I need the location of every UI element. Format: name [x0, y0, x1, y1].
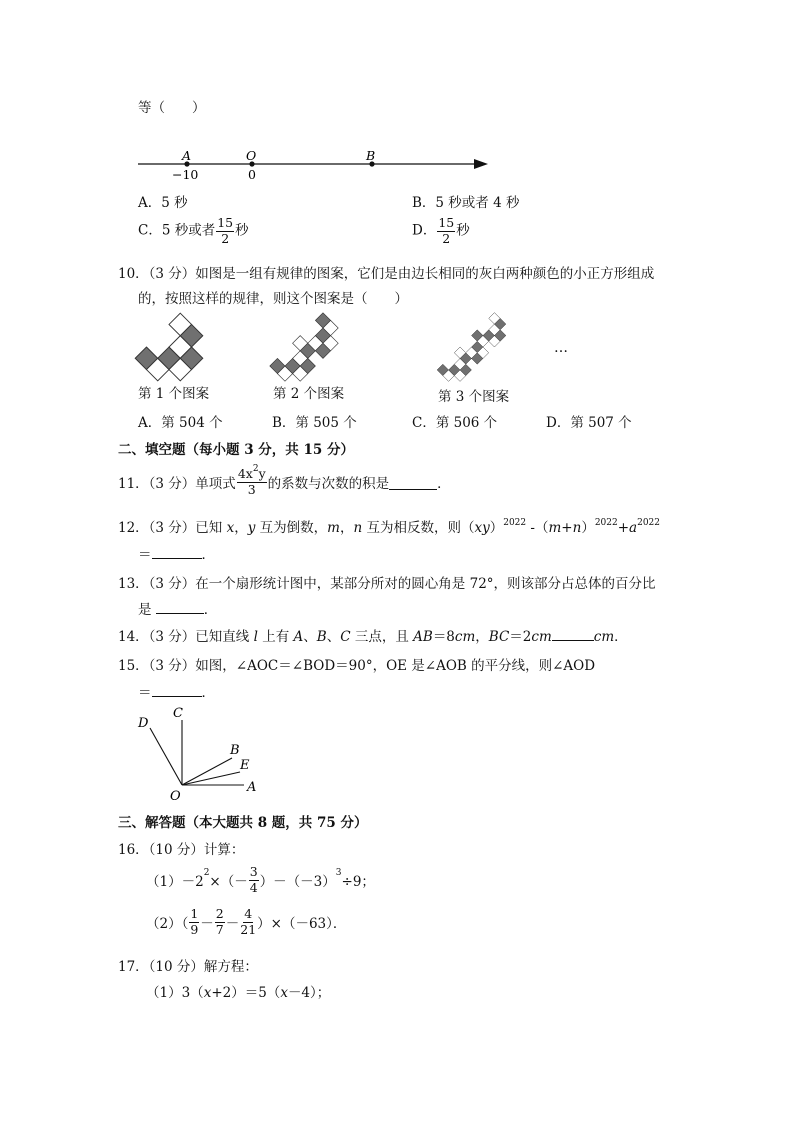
fraction: [215, 908, 225, 936]
fraction: [249, 866, 259, 894]
point-a-label: A: [182, 148, 192, 163]
sep: ，: [475, 629, 489, 645]
fraction: [189, 908, 199, 936]
q16-p2-end: ）×（－63）．: [257, 916, 347, 932]
pattern-caption-2: 第 2 个图案: [273, 386, 345, 402]
fraction-num: 15: [217, 215, 234, 230]
label-a: A: [247, 780, 257, 795]
point-a: A: [293, 629, 304, 645]
pattern-figure-2: [249, 312, 359, 382]
q14-end: ．: [614, 629, 628, 645]
q9-option-a: A．5 秒: [138, 195, 188, 211]
minus: －: [200, 916, 214, 932]
q16-p2-pre: （2）（: [146, 916, 189, 932]
q9-option-c-unit: 秒: [235, 222, 249, 239]
q16-p1-mid: ×（－: [209, 874, 248, 890]
monomial-fraction: [237, 464, 267, 497]
answer-blank[interactable]: [156, 599, 204, 614]
var-x: x: [226, 520, 235, 536]
exponent: 2022: [594, 518, 618, 528]
var-x: x: [203, 985, 212, 1001]
q9-option-d-unit: 秒: [456, 222, 470, 239]
point-b-label: B: [366, 148, 376, 163]
q10-option-c: C．第 506 个: [412, 415, 498, 431]
q9-option-c: [138, 217, 249, 245]
q14-text: [118, 625, 628, 645]
fraction-den: 7: [215, 921, 224, 937]
unit-cm: cm: [531, 629, 552, 645]
q17-p1-pre: （1）3（: [146, 985, 204, 1001]
label-e: E: [240, 758, 250, 773]
unit-cm: cm: [454, 629, 476, 645]
label-o: O: [170, 789, 181, 804]
q12-mid1: 互为倒数，: [255, 520, 328, 536]
fraction-den: 3: [247, 482, 256, 497]
q9-option-d-text: D．: [412, 222, 437, 239]
fraction-num: 4: [244, 906, 253, 921]
q17-p1-end: －4）；: [287, 985, 331, 1001]
q10-option-d: D．第 507 个: [546, 415, 632, 431]
q12-mid2: 互为相反数，则（: [362, 520, 475, 536]
point-a-value: −10: [172, 167, 199, 182]
var-n: n: [353, 520, 363, 536]
fraction-num: 15: [438, 215, 455, 230]
unit-cm: cm: [593, 629, 615, 645]
exponent: 2022: [637, 518, 660, 528]
point-c: C: [340, 629, 351, 645]
segment-bc: BC: [488, 629, 510, 645]
q14-pre: 14．（3 分）已知直线: [118, 629, 254, 645]
minus: －: [225, 916, 240, 932]
segment-ab: AB: [413, 629, 433, 645]
q10-text-line1: 10．（3 分）如图是一组有规律的图案，它们是由边长相同的灰白两种颜色的小正方形组成: [118, 266, 655, 282]
plus: +: [617, 520, 630, 536]
coef: 4: [237, 466, 246, 481]
eq2: ＝2: [509, 629, 532, 645]
q16-p1-mid2: ）－（－3）: [259, 874, 336, 890]
q16-part2: [146, 908, 346, 936]
q10-option-a: A．第 504 个: [138, 415, 223, 431]
pattern-caption-1: 第 1 个图案: [138, 386, 210, 402]
q11-pre: 11．（3 分）单项式: [118, 476, 236, 493]
q11-text: [118, 464, 451, 497]
q17-part1: [146, 981, 330, 1001]
point-o-value: 0: [248, 167, 256, 182]
q14-mid: 上有: [257, 629, 294, 645]
q9-tail: 等（ ）: [138, 100, 206, 116]
var-mn: m+n: [548, 520, 582, 536]
comma: ，: [234, 520, 248, 536]
q11-post: 的系数与次数的积是: [267, 476, 390, 493]
q10-option-b: B．第 505 个: [272, 415, 357, 431]
exponent: 3: [335, 868, 342, 878]
answer-blank[interactable]: [152, 682, 202, 697]
fraction: [216, 217, 234, 245]
exponent: 2022: [503, 518, 527, 528]
q13-pre: 是: [138, 602, 156, 618]
q15-line2: [138, 681, 215, 701]
q16-title: 16．（10 分）计算：: [118, 842, 245, 858]
q10-text-line2: 的，按照这样的规律，则这个图案是（ ）: [138, 291, 408, 307]
fraction: [437, 217, 455, 245]
fraction-num: 2: [215, 906, 224, 921]
var-x: x: [280, 985, 288, 1001]
minus: -（: [526, 520, 549, 536]
q16-part1: [146, 866, 375, 894]
sep: 、: [303, 629, 317, 645]
pattern-figure-3: [399, 312, 544, 382]
section2-title: 二、填空题（每小题 3 分，共 15 分）: [118, 442, 354, 458]
answer-blank[interactable]: [152, 544, 202, 559]
q13-line2: [138, 598, 217, 618]
point-b: B: [316, 629, 327, 645]
eq1: ＝8: [432, 629, 455, 645]
q17-title: 17．（10 分）解方程：: [118, 959, 258, 975]
label-b: B: [230, 743, 240, 758]
q9-option-c-text: C．5 秒或者: [138, 222, 216, 239]
q17-p1-mid: +2）＝5（: [211, 985, 281, 1001]
q9-option-d: [412, 217, 470, 245]
exponent: 2: [203, 868, 210, 878]
point-o-label: O: [246, 148, 257, 163]
pattern-ellipsis: …: [554, 340, 568, 356]
fraction-num: 3: [249, 864, 258, 879]
q12-equals: ＝: [138, 547, 152, 563]
paren: ）: [489, 520, 504, 536]
q14-mid2: 三点，且: [350, 629, 414, 645]
fraction-den: 2: [442, 230, 451, 246]
angle-figure: [130, 700, 270, 805]
var-l: l: [253, 629, 258, 645]
q13-end: ．: [203, 602, 218, 618]
comma: ，: [339, 520, 354, 536]
fraction-num: 1: [190, 906, 199, 921]
q12-end: ．: [201, 547, 215, 563]
q16-p1-pre: （1）－2: [146, 874, 204, 890]
var-a: a: [629, 520, 638, 536]
q12-line1: [118, 516, 660, 536]
pattern-figure-1: [134, 312, 204, 382]
label-c: C: [173, 706, 183, 721]
label-d: D: [138, 716, 149, 731]
exponent: 2: [252, 464, 259, 474]
pattern-caption-3: 第 3 个图案: [438, 389, 510, 405]
fraction-den: 21: [240, 921, 257, 937]
var-x: x: [245, 466, 253, 481]
paren: ）: [581, 520, 595, 536]
q13-line1: 13．（3 分）在一个扇形统计图中，某部分所对的圆心角是 72°，则该部分占总体的百分比: [118, 576, 656, 592]
fraction-num: [237, 464, 267, 483]
q12-line2: [138, 543, 215, 563]
var-xy: xy: [474, 520, 490, 536]
q11-end: ．: [437, 476, 451, 493]
fraction: [240, 908, 256, 936]
q16-p1-end: ÷9；: [341, 874, 375, 890]
q12-pre: 12．（3 分）已知: [118, 520, 227, 536]
var-y: y: [258, 466, 266, 481]
sep: 、: [326, 629, 341, 645]
number-line-figure: [130, 146, 500, 186]
fraction-den: 9: [190, 921, 199, 937]
q15-line1: 15．（3 分）如图，∠AOC＝∠BOD＝90°，OE 是∠AOB 的平分线，则∠AOD: [118, 658, 596, 674]
answer-blank[interactable]: [552, 626, 594, 641]
q15-end: ．: [201, 685, 215, 701]
q9-option-b: B．5 秒或者 4 秒: [412, 195, 520, 211]
answer-blank[interactable]: [389, 475, 437, 490]
fraction-den: 2: [221, 230, 230, 246]
section3-title: 三、解答题（本大题共 8 题，共 75 分）: [118, 815, 368, 831]
var-m: m: [327, 520, 340, 536]
var-y: y: [247, 520, 256, 536]
fraction-den: 4: [249, 879, 258, 895]
q15-equals: ＝: [138, 685, 152, 701]
